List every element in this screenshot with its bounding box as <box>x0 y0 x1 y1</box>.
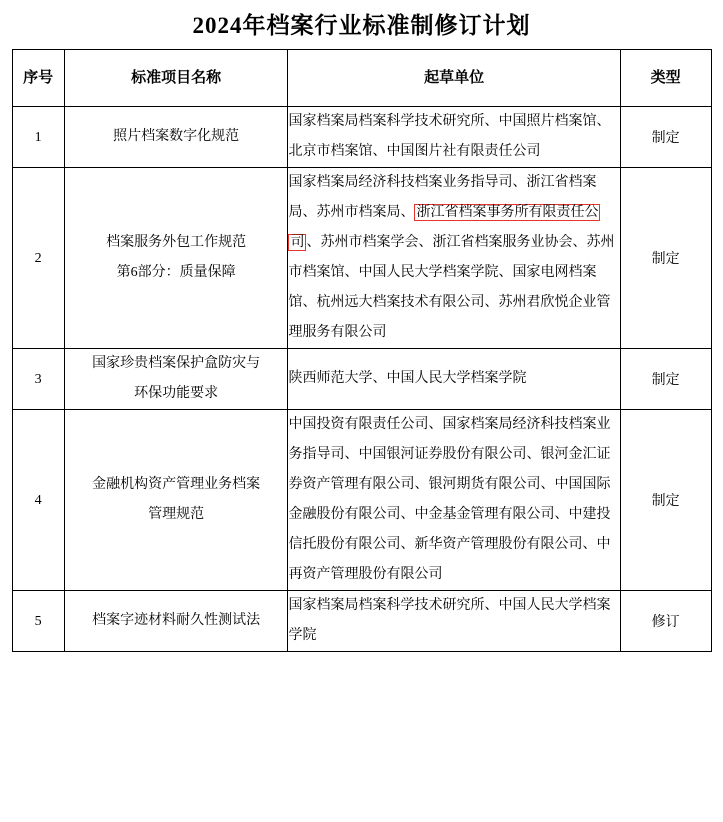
row-number: 2 <box>12 168 64 349</box>
standard-name <box>64 349 288 410</box>
drafting-unit-prefix: 国家档案局经济科技档案业务指导司、浙江省档案局、苏州市档案局、 <box>288 175 597 220</box>
standard-type: 修订 <box>620 591 711 652</box>
drafting-unit <box>288 168 620 349</box>
standard-type: 制定 <box>620 349 711 410</box>
table-row <box>12 349 711 410</box>
row-number: 1 <box>12 107 64 168</box>
highlighted-unit: 浙江省档案事务所有限责任公司 <box>290 205 599 250</box>
standard-name-line: 第6部分：质量保障 <box>116 265 236 280</box>
column-header-no: 序号 <box>12 50 64 107</box>
standard-name <box>64 410 288 591</box>
row-number: 4 <box>12 410 64 591</box>
table-header <box>12 50 711 107</box>
drafting-unit-suffix: 、苏州市档案学会、浙江省档案服务业协会、苏州市档案馆、中国人民大学档案学院、国家电网档案馆、杭州远大档案技术有限公司、苏州君欣悦企业管理服务有限公司 <box>288 235 615 340</box>
table-row <box>12 591 711 652</box>
table-body <box>12 107 711 652</box>
standard-type: 制定 <box>620 168 711 349</box>
table-row <box>12 107 711 168</box>
page-title: 2024年档案行业标准制修订计划 <box>192 13 531 38</box>
standard-name-line: 档案字迹材料耐久性测试法 <box>92 613 261 628</box>
table-row <box>12 410 711 591</box>
standard-name-line: 环保功能要求 <box>134 386 219 401</box>
standard-type: 制定 <box>620 410 711 591</box>
column-header-unit: 起草单位 <box>288 50 620 107</box>
standard-type: 制定 <box>620 107 711 168</box>
row-number: 5 <box>12 591 64 652</box>
column-header-name: 标准项目名称 <box>64 50 288 107</box>
drafting-unit: 陕西师范大学、中国人民大学档案学院 <box>288 349 620 410</box>
standard-name-line: 档案服务外包工作规范 <box>106 235 247 250</box>
standard-name-line: 照片档案数字化规范 <box>113 129 240 144</box>
standards-plan-table <box>12 49 712 652</box>
drafting-unit: 国家档案局档案科学技术研究所、中国人民大学档案学院 <box>288 591 620 652</box>
table-header-row <box>12 50 711 107</box>
standard-name <box>64 591 288 652</box>
row-number: 3 <box>12 349 64 410</box>
standard-name-line: 管理规范 <box>148 507 205 522</box>
drafting-unit: 国家档案局档案科学技术研究所、中国照片档案馆、北京市档案馆、中国图片社有限责任公司 <box>288 107 620 168</box>
standard-name-line: 金融机构资产管理业务档案 <box>92 477 261 492</box>
drafting-unit: 中国投资有限责任公司、国家档案局经济科技档案业务指导司、中国银河证券股份有限公司、银河金汇证券资产管理有限公司、银河期货有限公司、中国国际金融股份有限公司、中金基金管理有限公司、中建投信托股份有限公司、新华资产管理股份有限公司、中再资产管理股份有限公司 <box>288 410 620 591</box>
column-header-type: 类型 <box>620 50 711 107</box>
standard-name <box>64 168 288 349</box>
table-row <box>12 168 711 349</box>
standard-name <box>64 107 288 168</box>
standard-name-line: 国家珍贵档案保护盒防灾与 <box>92 356 261 371</box>
